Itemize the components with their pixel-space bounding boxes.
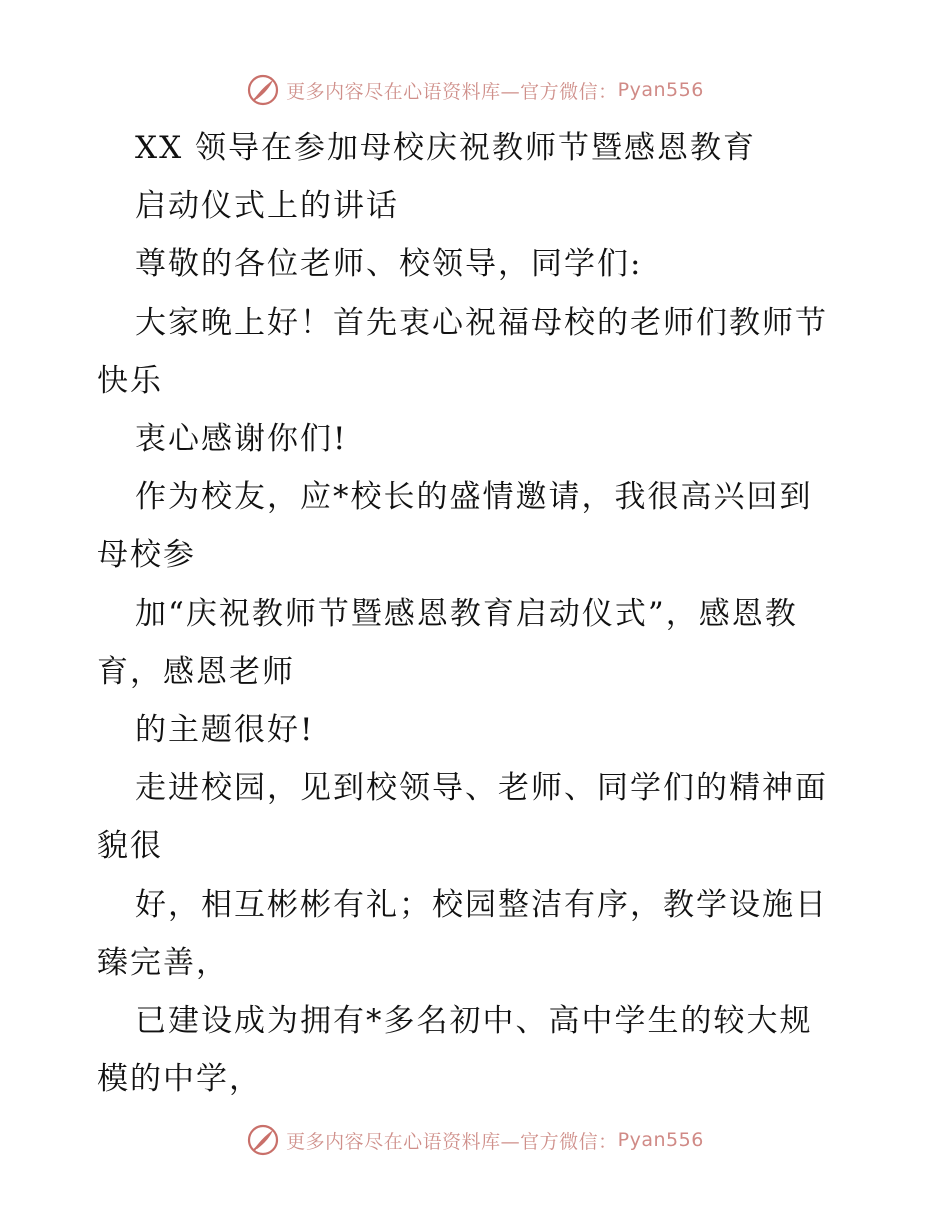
watermark-banner-top [0,70,950,110]
salutation-line: 尊敬的各位老师、校领导，同学们: [135,246,643,282]
paragraph-line: 的主题很好! [135,712,315,748]
paragraph-line: 母校参 [97,537,196,573]
paragraph-line: 已建设成为拥有*多名初中、高中学生的较大规 [135,1003,813,1039]
watermark-text: 更多内容尽在心语资料库—官方微信： [286,1130,618,1153]
paragraph-line: 快乐 [97,363,163,399]
document-title-line-1: XX 领导在参加母校庆祝教师节暨感恩教育 [135,130,756,166]
paragraph-line: 模的中学， [97,1061,262,1097]
paragraph-line: 育，感恩老师 [97,654,295,690]
quill-pen-logo-icon [246,1123,280,1157]
document-title-line-2: 启动仪式上的讲话 [135,188,399,224]
paragraph-line: 大家晚上好！首先衷心祝福母校的老师们教师节 [135,305,828,341]
paragraph-line: 加“庆祝教师节暨感恩教育启动仪式”，感恩教 [135,596,798,632]
watermark-wechat-id: Pyan556 [617,1129,704,1151]
paragraph-line: 作为校友，应*校长的盛情邀请，我很高兴回到 [135,479,813,515]
watermark-wechat-id: Pyan556 [617,79,704,101]
paragraph-line: 臻完善， [97,945,229,981]
paragraph-line: 貌很 [97,828,163,864]
quill-pen-logo-icon [246,73,280,107]
watermark-banner-bottom [0,1120,950,1160]
paragraph-line: 衷心感谢你们! [135,421,348,457]
watermark-text: 更多内容尽在心语资料库—官方微信： [286,80,618,103]
paragraph-line: 好，相互彬彬有礼；校园整洁有序，教学设施日 [135,887,828,923]
paragraph-line: 走进校园，见到校领导、老师、同学们的精神面 [135,770,828,806]
